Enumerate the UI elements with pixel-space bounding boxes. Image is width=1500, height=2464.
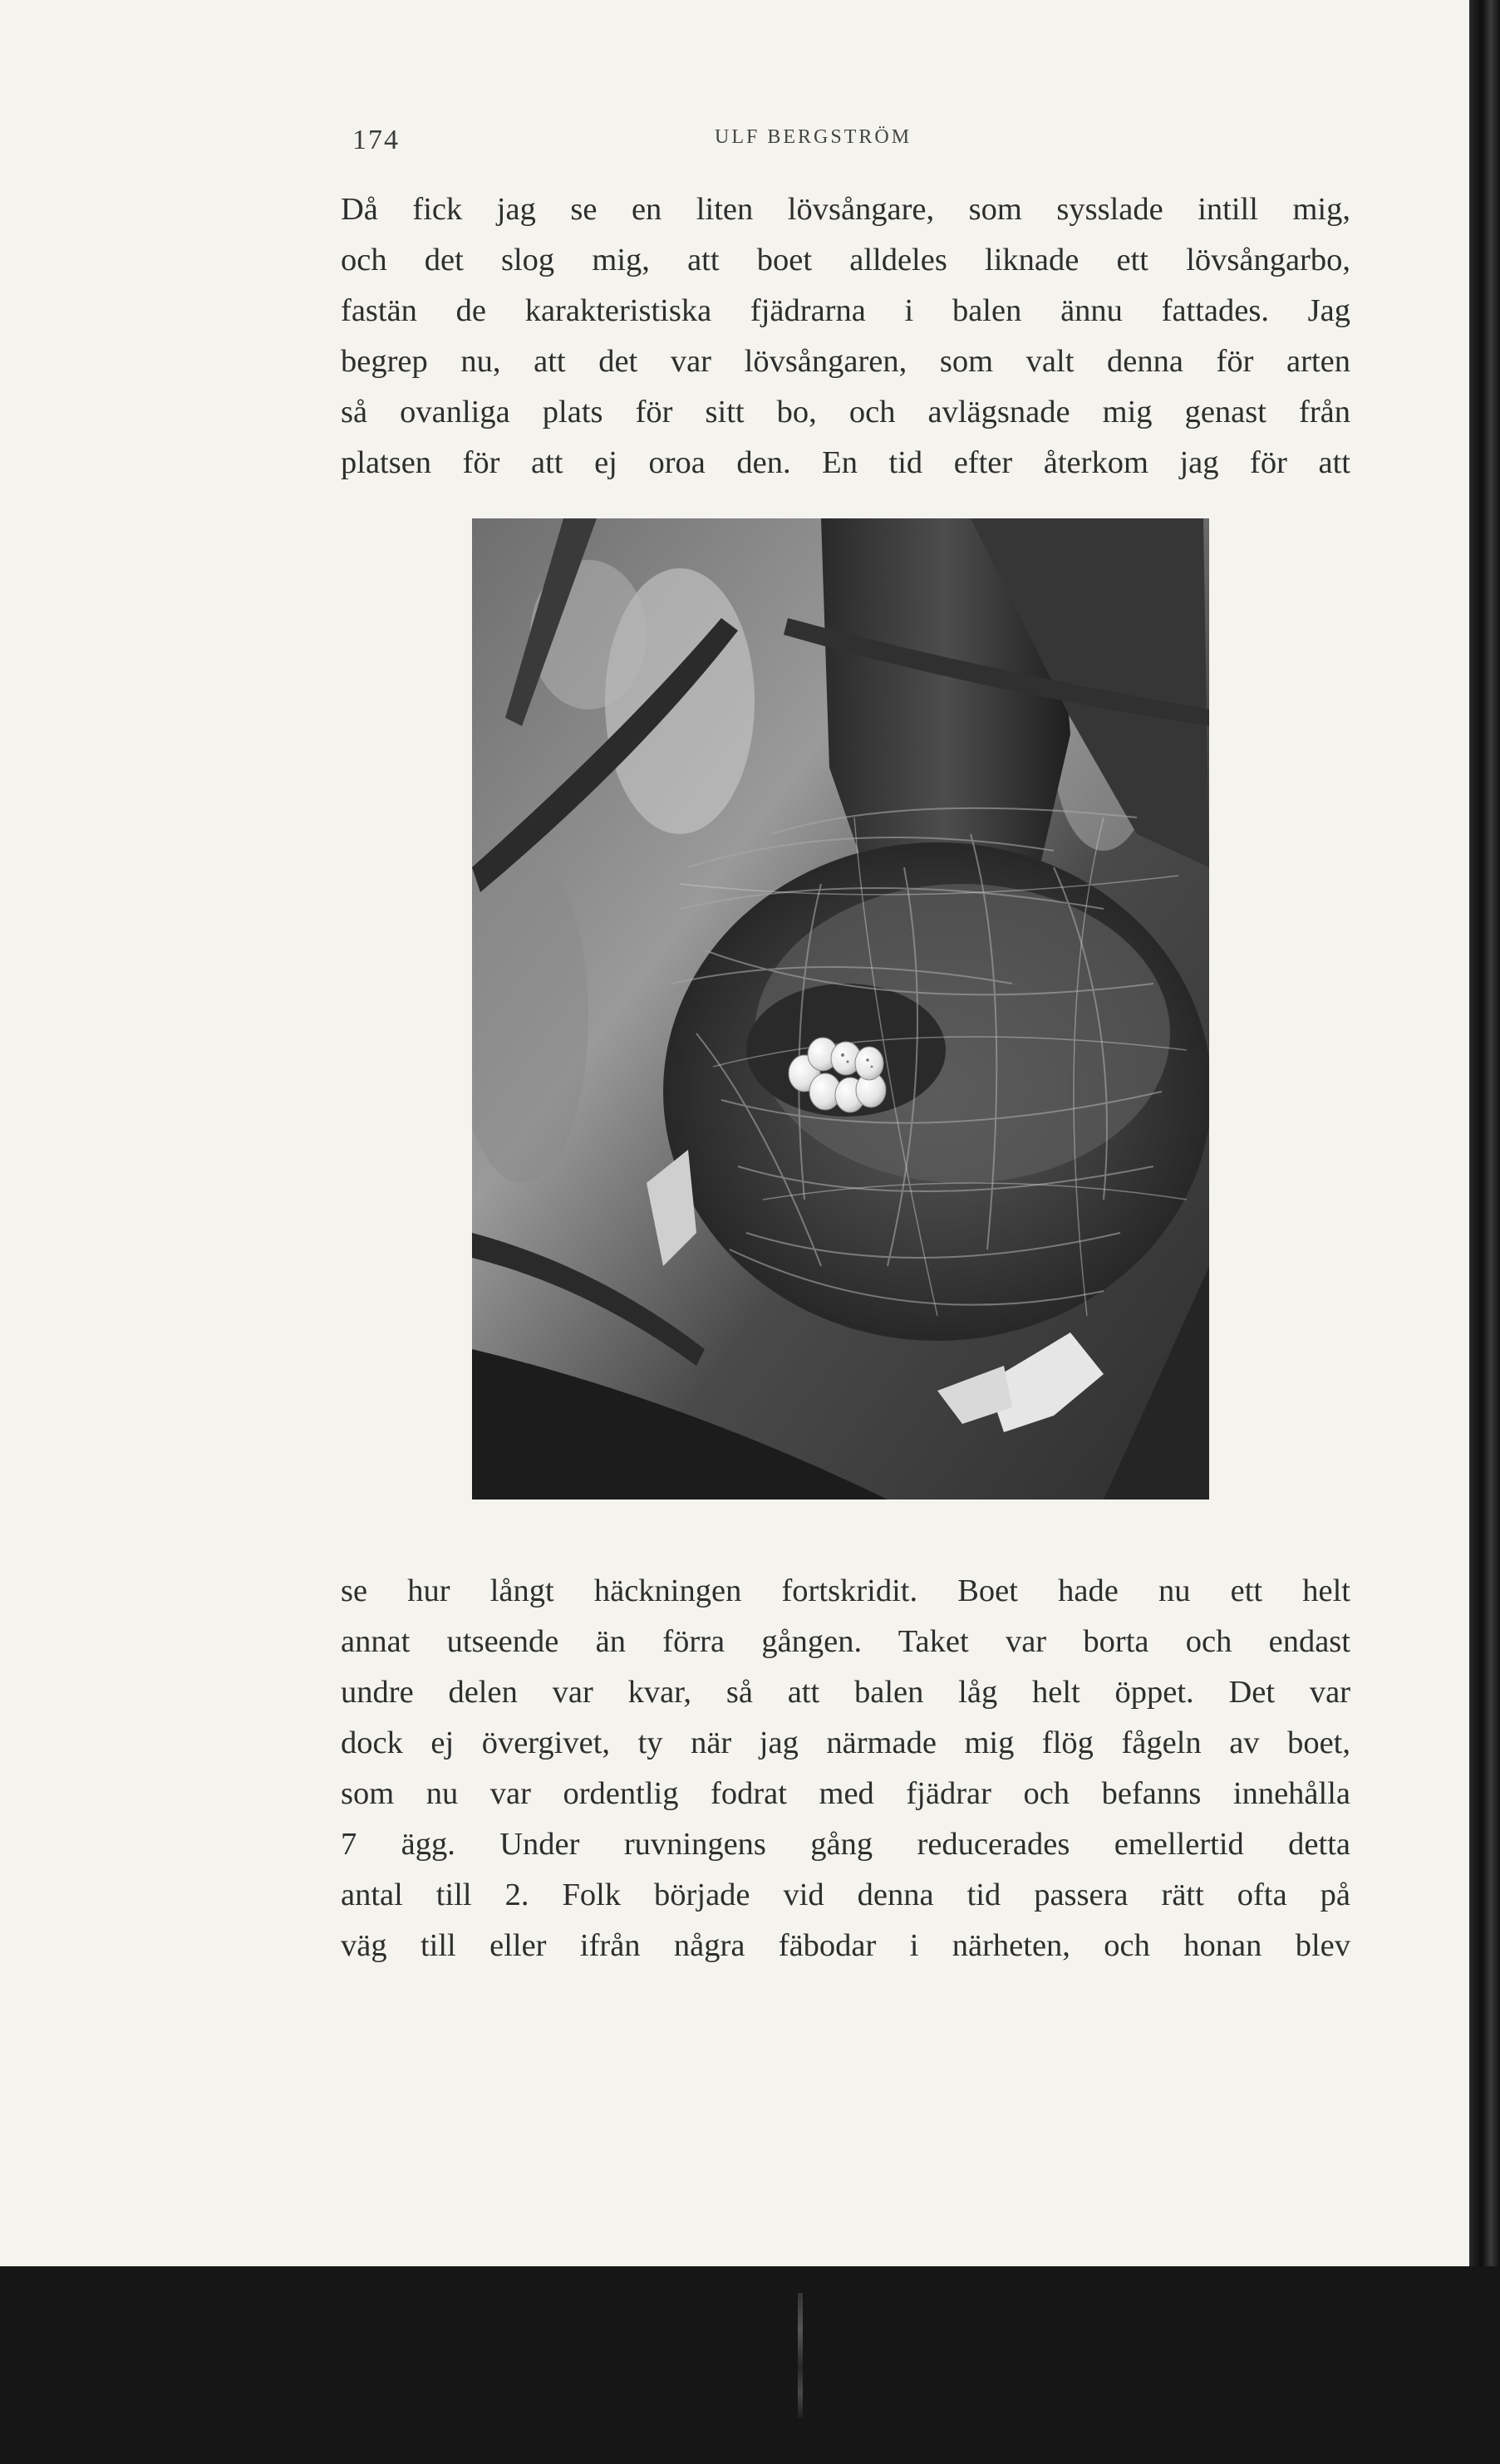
- text-line: väg till eller ifrån några fäbodar i närheten, och honan blev: [341, 1928, 1350, 1963]
- text-line: 7 ägg. Under ruvningens gång reducerades emellertid detta: [341, 1827, 1350, 1862]
- text-line: dock ej övergivet, ty när jag närmade mig flög fågeln av boet,: [341, 1725, 1350, 1760]
- page-number: 174: [352, 125, 400, 155]
- text-line: som nu var ordentlig fodrat med fjädrar och befanns innehålla: [341, 1776, 1350, 1811]
- text-line: fastän de karakteristiska fjädrarna i balen ännu fattades. Jag: [341, 293, 1350, 328]
- text-line: så ovanliga plats för sitt bo, och avlägsnade mig genast från: [341, 395, 1350, 429]
- text-line: begrep nu, att det var lövsångaren, som valt denna för arten: [341, 344, 1350, 379]
- scan-edge: [1469, 0, 1500, 2266]
- text-line: annat utseende än förra gången. Taket var borta och endast: [341, 1624, 1350, 1659]
- text-line: se hur långt häckningen fortskridit. Boet hade nu ett helt: [341, 1573, 1350, 1608]
- text-line: Då fick jag se en liten lövsångare, som sysslade intill mig,: [341, 192, 1350, 227]
- paragraph-bottom: [341, 1566, 1350, 1971]
- text-line: platsen för att ej oroa den. En tid efter återkom jag för att: [341, 445, 1350, 480]
- text-line: och det slog mig, att boet alldeles liknade ett lövsångarbo,: [341, 243, 1350, 277]
- nest-photograph: [472, 518, 1209, 1500]
- scan-background: [0, 2266, 1500, 2464]
- running-head: ULF BERGSTRÖM: [715, 126, 912, 148]
- text-line: undre delen var kvar, så att balen låg helt öppet. Det var: [341, 1675, 1350, 1710]
- text-line: antal till 2. Folk började vid denna tid passera rätt ofta på: [341, 1877, 1350, 1912]
- scan-mark: [798, 2293, 803, 2417]
- paragraph-top: [341, 184, 1350, 488]
